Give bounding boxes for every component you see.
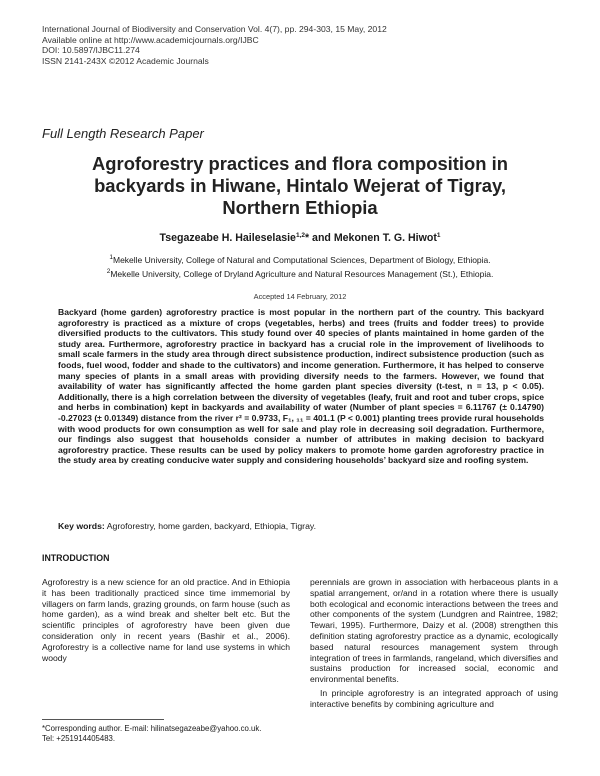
keywords-label: Key words: xyxy=(58,521,105,531)
keywords-text: Agroforestry, home garden, backyard, Ethiopia, Tigray. xyxy=(106,521,317,531)
footnote xyxy=(42,724,292,744)
affiliation-2-text: Mekelle University, College of Dryland Agriculture and Natural Resources Management (St.), Ethiopia. xyxy=(110,269,494,279)
affiliation-1-mark: 1 xyxy=(109,254,113,261)
affiliation-1 xyxy=(40,252,560,266)
journal-issn: ISSN 2141-243X ©2012 Academic Journals xyxy=(42,55,209,66)
abstract-text: Backyard (home garden) agroforestry practice is most popular in the northern part of the country. This backyard agroforestry is practiced as a mixture of crops (vegetables, herbs) and trees (fruits and fodder trees) to provide diversified products to the cultivators. This study found over 40 species of plants maintained in home garden of the study area. Furthermore, agroforestry practice in backyard has a crucial role in the improvement of livelihoods to small scale farmers in the study area through direct subsistence production, indirect subsistence production (such as foods, fuel wood, fodder and shade to the cultivators) and income generation. Furthermore, it has helped to conserve many species of plants in a small areas with providing diversify needs to the farmers. However, we found that availability of water has significantly affected the home garden plant species diversity (t-test, n = 13, p < 0.05). Additionally, there is a high correlation between the diversity of vegetables (leafy, fruit and root and tuber crops, spice and herbs in combination) kept in backyards and availability of water (Number of plant species = 6.11767 (± 0.14790) -0.27023 (± 0.01349) distance from the river r² = 0.9733, F₁, ₁₁ = 401.1 (P < 0.001) planting trees provide rural households with wood products for own consumption as well for sale and play role in decreasing soil degradation. Furthermore, our findings also suggest that households consider a number of attributes in making decision to backyard agroforestry practice. These results can be used by policy makers to promote home garden agroforestry practice in the study area by creating conducive water supply and considering households’ backyard size and roofing system. xyxy=(58,307,544,466)
intro-left-column xyxy=(42,577,290,663)
journal-availability: Available online at http://www.academicjournals.org/IJBC xyxy=(42,34,259,45)
corresponding-mark: * xyxy=(304,232,310,244)
intro-left-paragraph: Agroforestry is a new science for an old practice. And in Ethiopia it has been traditionally practiced since time immemorial by villagers on farm lands, grazing grounds, on farm house (such as home garden), as a wind break and shelter belt etc. But the scientific principles of agroforestry have been given due consideration only in recent years (Bashir et al., 2006). Agroforestry is a collective name for land use systems in which woody xyxy=(42,577,290,663)
author-1-affiliation-mark: 1,2 xyxy=(295,232,305,239)
author-1-name: Tsegazeabe H. Haileselasie xyxy=(159,232,296,244)
keywords xyxy=(58,521,544,531)
author-2-affiliation-mark: 1 xyxy=(436,232,441,239)
paper-type: Full Length Research Paper xyxy=(42,126,204,141)
affiliation-2 xyxy=(40,266,560,280)
affiliation-2-mark: 2 xyxy=(106,268,111,275)
author-2-name: Mekonen T. G. Hiwot xyxy=(333,232,437,244)
corresponding-author-email: *Corresponding author. E-mail: hilinatsegazeabe@yahoo.co.uk. xyxy=(42,724,262,733)
journal-header xyxy=(42,24,387,66)
section-heading-introduction: INTRODUCTION xyxy=(42,553,110,563)
abstract xyxy=(58,307,544,466)
paper-title: Agroforestry practices and flora composition in backyards in Hiwane, Hintalo Wejerat of Tigray, Northern Ethiopia xyxy=(92,153,508,218)
intro-right-paragraph-2: In principle agroforestry is an integrated approach of using interactive benefits by combining agriculture and xyxy=(310,687,558,709)
accepted-date: Accepted 14 February, 2012 xyxy=(253,292,347,301)
intro-right-column xyxy=(310,577,558,710)
journal-citation: International Journal of Biodiversity and Conservation Vol. 4(7), pp. 294-303, 15 May, 2012 xyxy=(42,24,387,34)
affiliation-1-text: Mekelle University, College of Natural and Computational Sciences, Department of Biology, Ethiopia. xyxy=(112,255,491,265)
affiliations xyxy=(40,252,560,280)
intro-right-paragraph-1: perennials are grown in association with herbaceous plants in a spatial arrangement, or/and in a rotation where there is usually both ecological and economic interactions between the trees and other components of the system (Lundgren and Raintree, 1982; Tewari, 1995). Furthermore, Daizy et al. (2008) strengthen this definition stating agroforestry practice as a dynamic, ecologically based natural resources management system through integration of trees in farmlands, rangeland, which diversifies and sustains production for increased social, economic and environmental benefits. xyxy=(310,577,558,685)
corresponding-author-phone: Tel: +251914405483. xyxy=(42,734,116,743)
footnote-divider xyxy=(42,719,164,720)
journal-doi: DOI: 10.5897/IJBC11.274 xyxy=(42,45,140,55)
author-line xyxy=(60,232,540,244)
author-connector: and xyxy=(309,232,334,244)
